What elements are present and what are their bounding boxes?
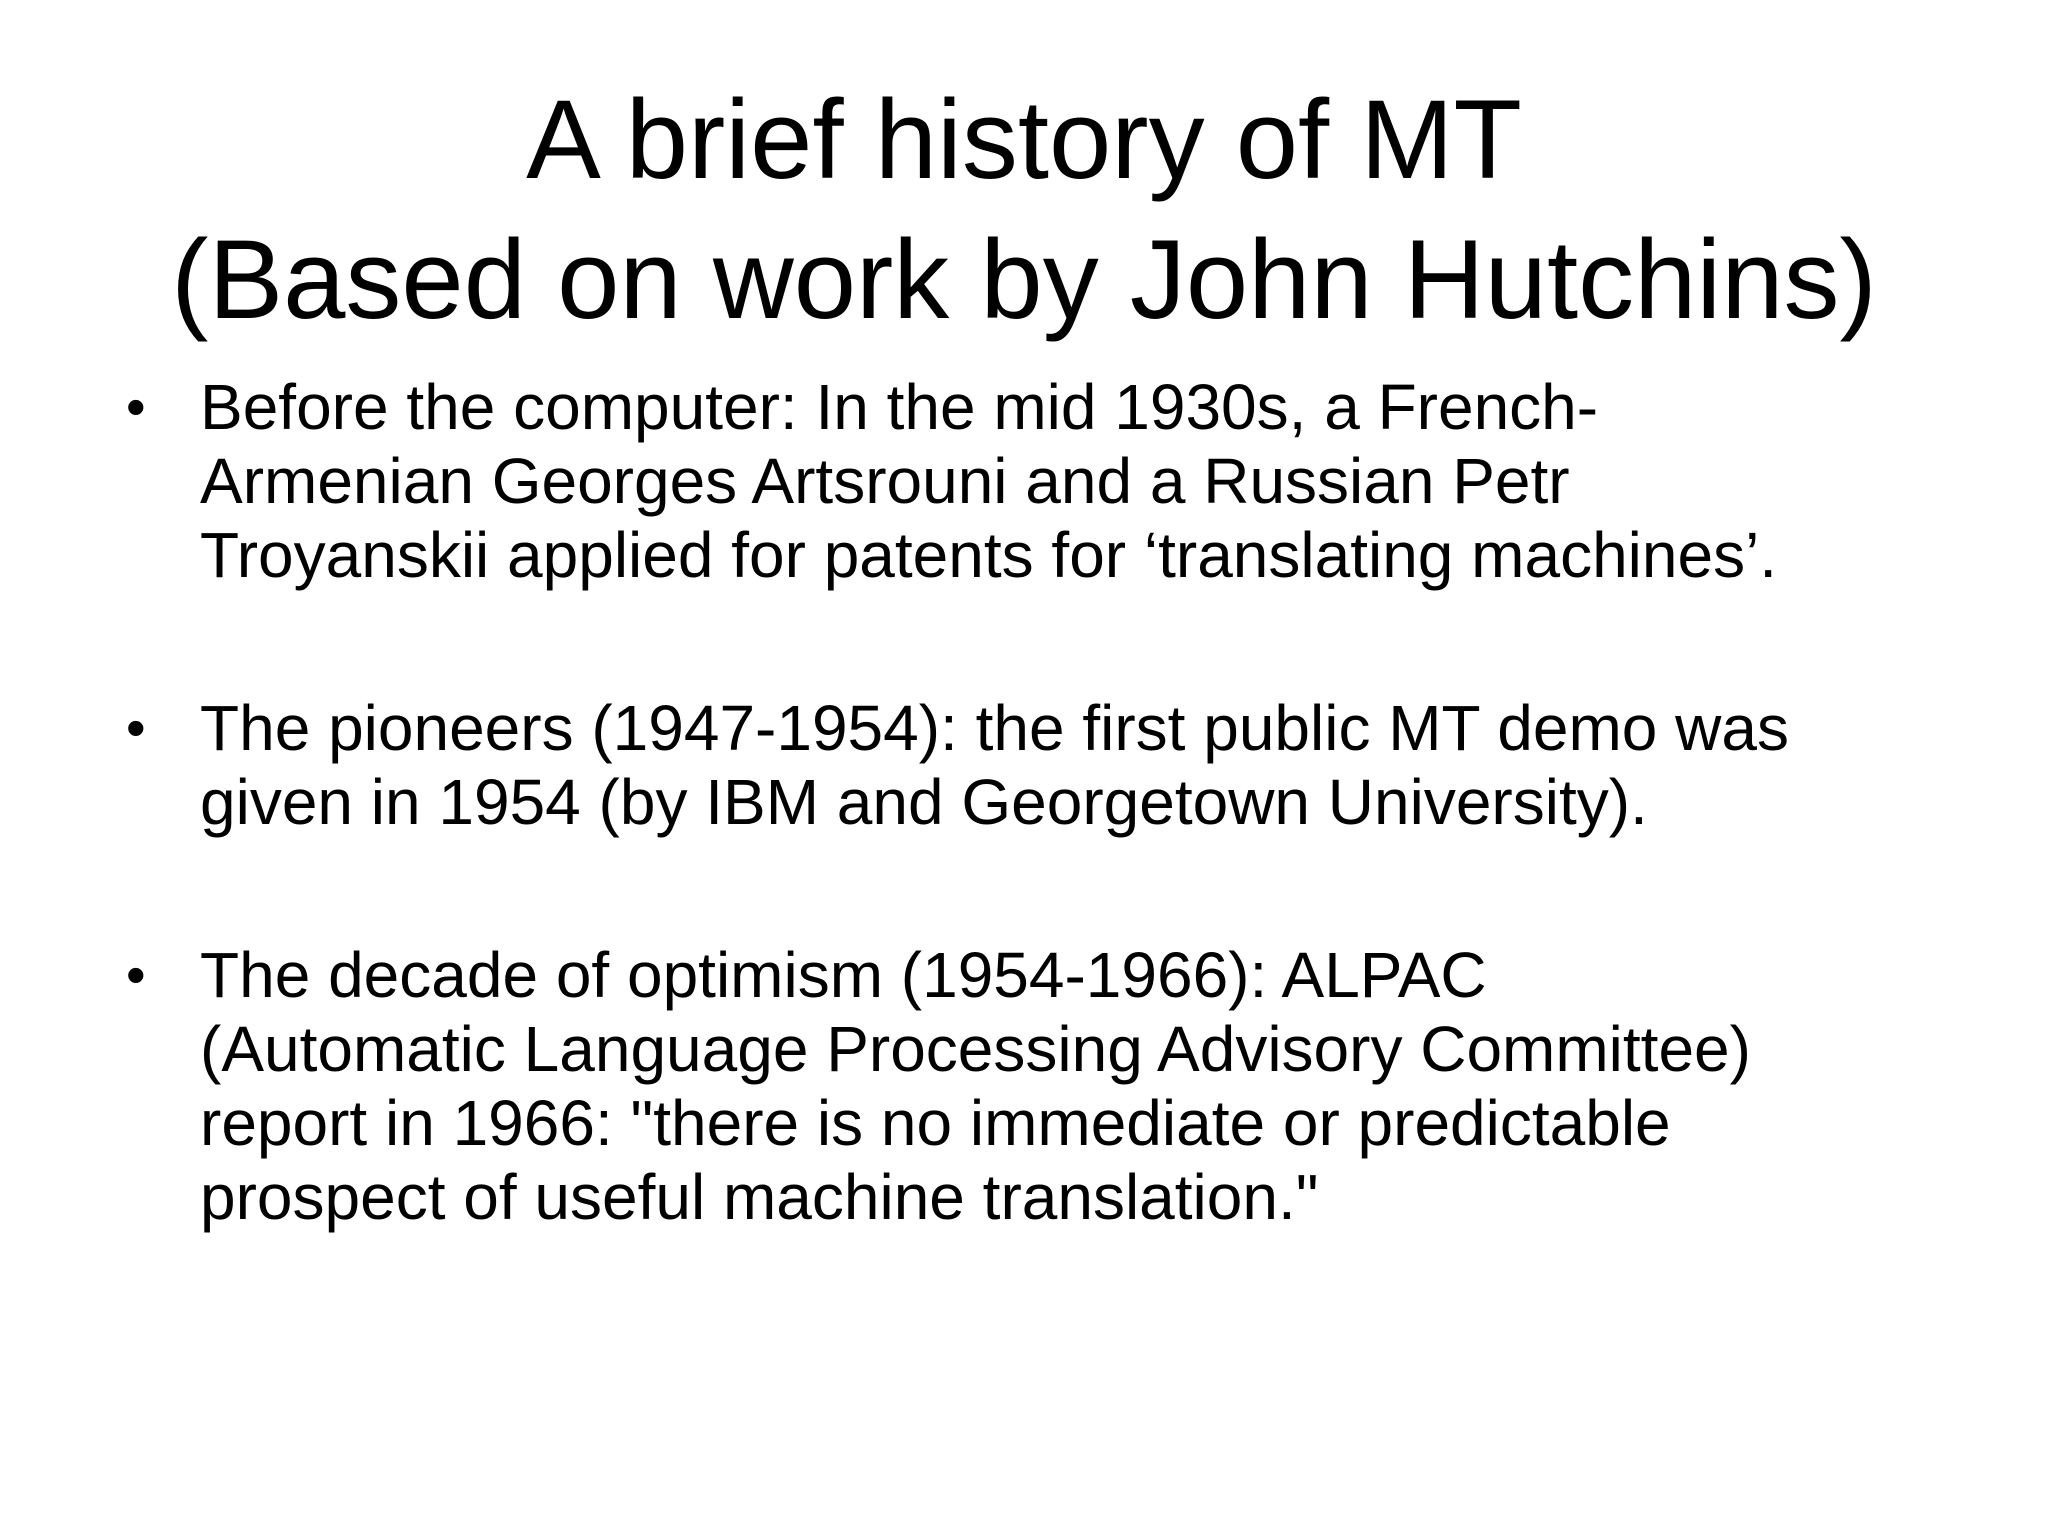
- bullet-dot-icon: •: [126, 943, 146, 1006]
- bullet-item-decade-of-optimism: [118, 938, 1998, 1234]
- bullet-dot-icon: •: [126, 375, 146, 438]
- bullet-text-line: The decade of optimism (1954-1966): ALPAC: [200, 939, 1487, 1011]
- bullet-text-line: Armenian Georges Artsrouni and a Russian Petr: [200, 445, 1570, 517]
- bullet-text-line: prospect of useful machine translation.": [200, 1161, 1319, 1233]
- bullet-item-pioneers: [118, 691, 1998, 839]
- bullet-dot-icon: •: [126, 696, 146, 759]
- bullet-item-before-computer: [118, 370, 1998, 592]
- bullet-text-line: Troyanskii applied for patents for ‘translating machines’.: [200, 519, 1778, 591]
- slide-title-line-1: A brief history of MT: [526, 77, 1522, 202]
- slide-title-line-2: (Based on work by John Hutchins): [171, 217, 1877, 342]
- bullet-text-line: The pioneers (1947-1954): the first public MT demo was: [200, 692, 1789, 764]
- bullet-text-line: report in 1966: "there is no immediate or predictable: [200, 1087, 1671, 1159]
- bullet-text-line: given in 1954 (by IBM and Georgetown University).: [200, 766, 1648, 838]
- bullet-text-line: Before the computer: In the mid 1930s, a French-: [200, 371, 1599, 443]
- bullet-list: [118, 370, 1998, 1234]
- slide-title: [0, 70, 2048, 350]
- bullet-text-line: (Automatic Language Processing Advisory Committee): [200, 1013, 1751, 1085]
